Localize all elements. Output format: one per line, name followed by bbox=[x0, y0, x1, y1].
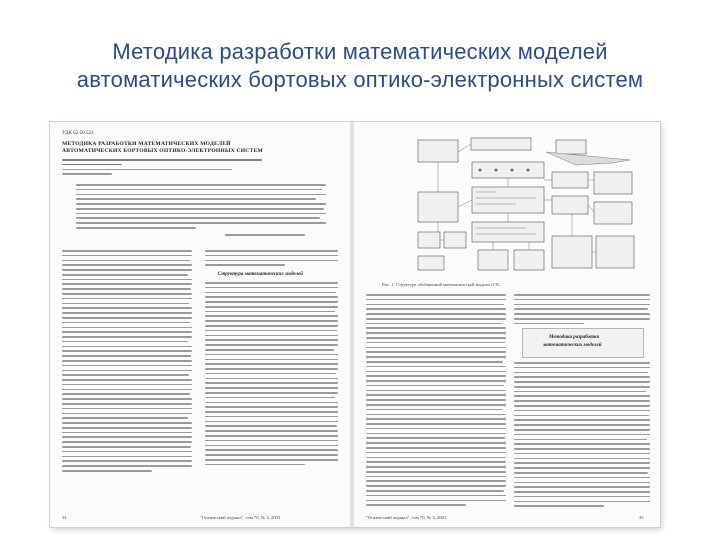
right-page-column-2 bbox=[514, 362, 650, 510]
udk-code: УДК 62-50.522 bbox=[62, 131, 94, 136]
boxed-heading-line-1: Методика разработки bbox=[549, 335, 600, 340]
article-title-line-1: МЕТОДИКА РАЗРАБОТКИ МАТЕМАТИЧЕСКИХ МОДЕЛЕЙ bbox=[62, 141, 231, 147]
authors-block bbox=[62, 159, 262, 178]
slide-title-line-2: автоматических бортовых оптико-электронных систем bbox=[76, 67, 644, 92]
right-page-number: 35 bbox=[639, 515, 644, 520]
abstract-block bbox=[76, 184, 326, 232]
boxed-heading-line-2: математических моделей bbox=[543, 343, 602, 348]
right-page bbox=[354, 122, 660, 527]
boxed-section-heading bbox=[522, 328, 644, 358]
slide-title-line-1: Методика разработки математических моделей bbox=[112, 39, 608, 64]
left-page bbox=[50, 122, 350, 527]
right-page-footer: "Оптический журнал", том 70, № 3, 2003 bbox=[366, 515, 447, 520]
right-page-column-1 bbox=[366, 294, 506, 509]
left-column-text bbox=[62, 250, 192, 475]
slide-title bbox=[0, 38, 720, 94]
left-page-number: 34 bbox=[62, 515, 67, 520]
section-heading: Структура математических моделей bbox=[218, 272, 304, 277]
journal-spread-image bbox=[50, 122, 660, 527]
figure-caption: Рис. 1. Структура обобщенной математической модели ОЭС bbox=[382, 282, 501, 287]
left-page-footer: "Оптический журнал", том 70, № 3, 2003 bbox=[200, 515, 281, 520]
right-column-text-top bbox=[205, 250, 338, 269]
article-title-line-2: АВТОМАТИЧЕСКИХ БОРТОВЫХ ОПТИКО-ЭЛЕКТРОННЫХ СИСТЕМ bbox=[62, 148, 263, 154]
received-date bbox=[225, 234, 305, 239]
right-column-text bbox=[205, 282, 338, 468]
model-structure-diagram bbox=[416, 132, 636, 277]
right-page-column-2-top bbox=[514, 294, 650, 327]
